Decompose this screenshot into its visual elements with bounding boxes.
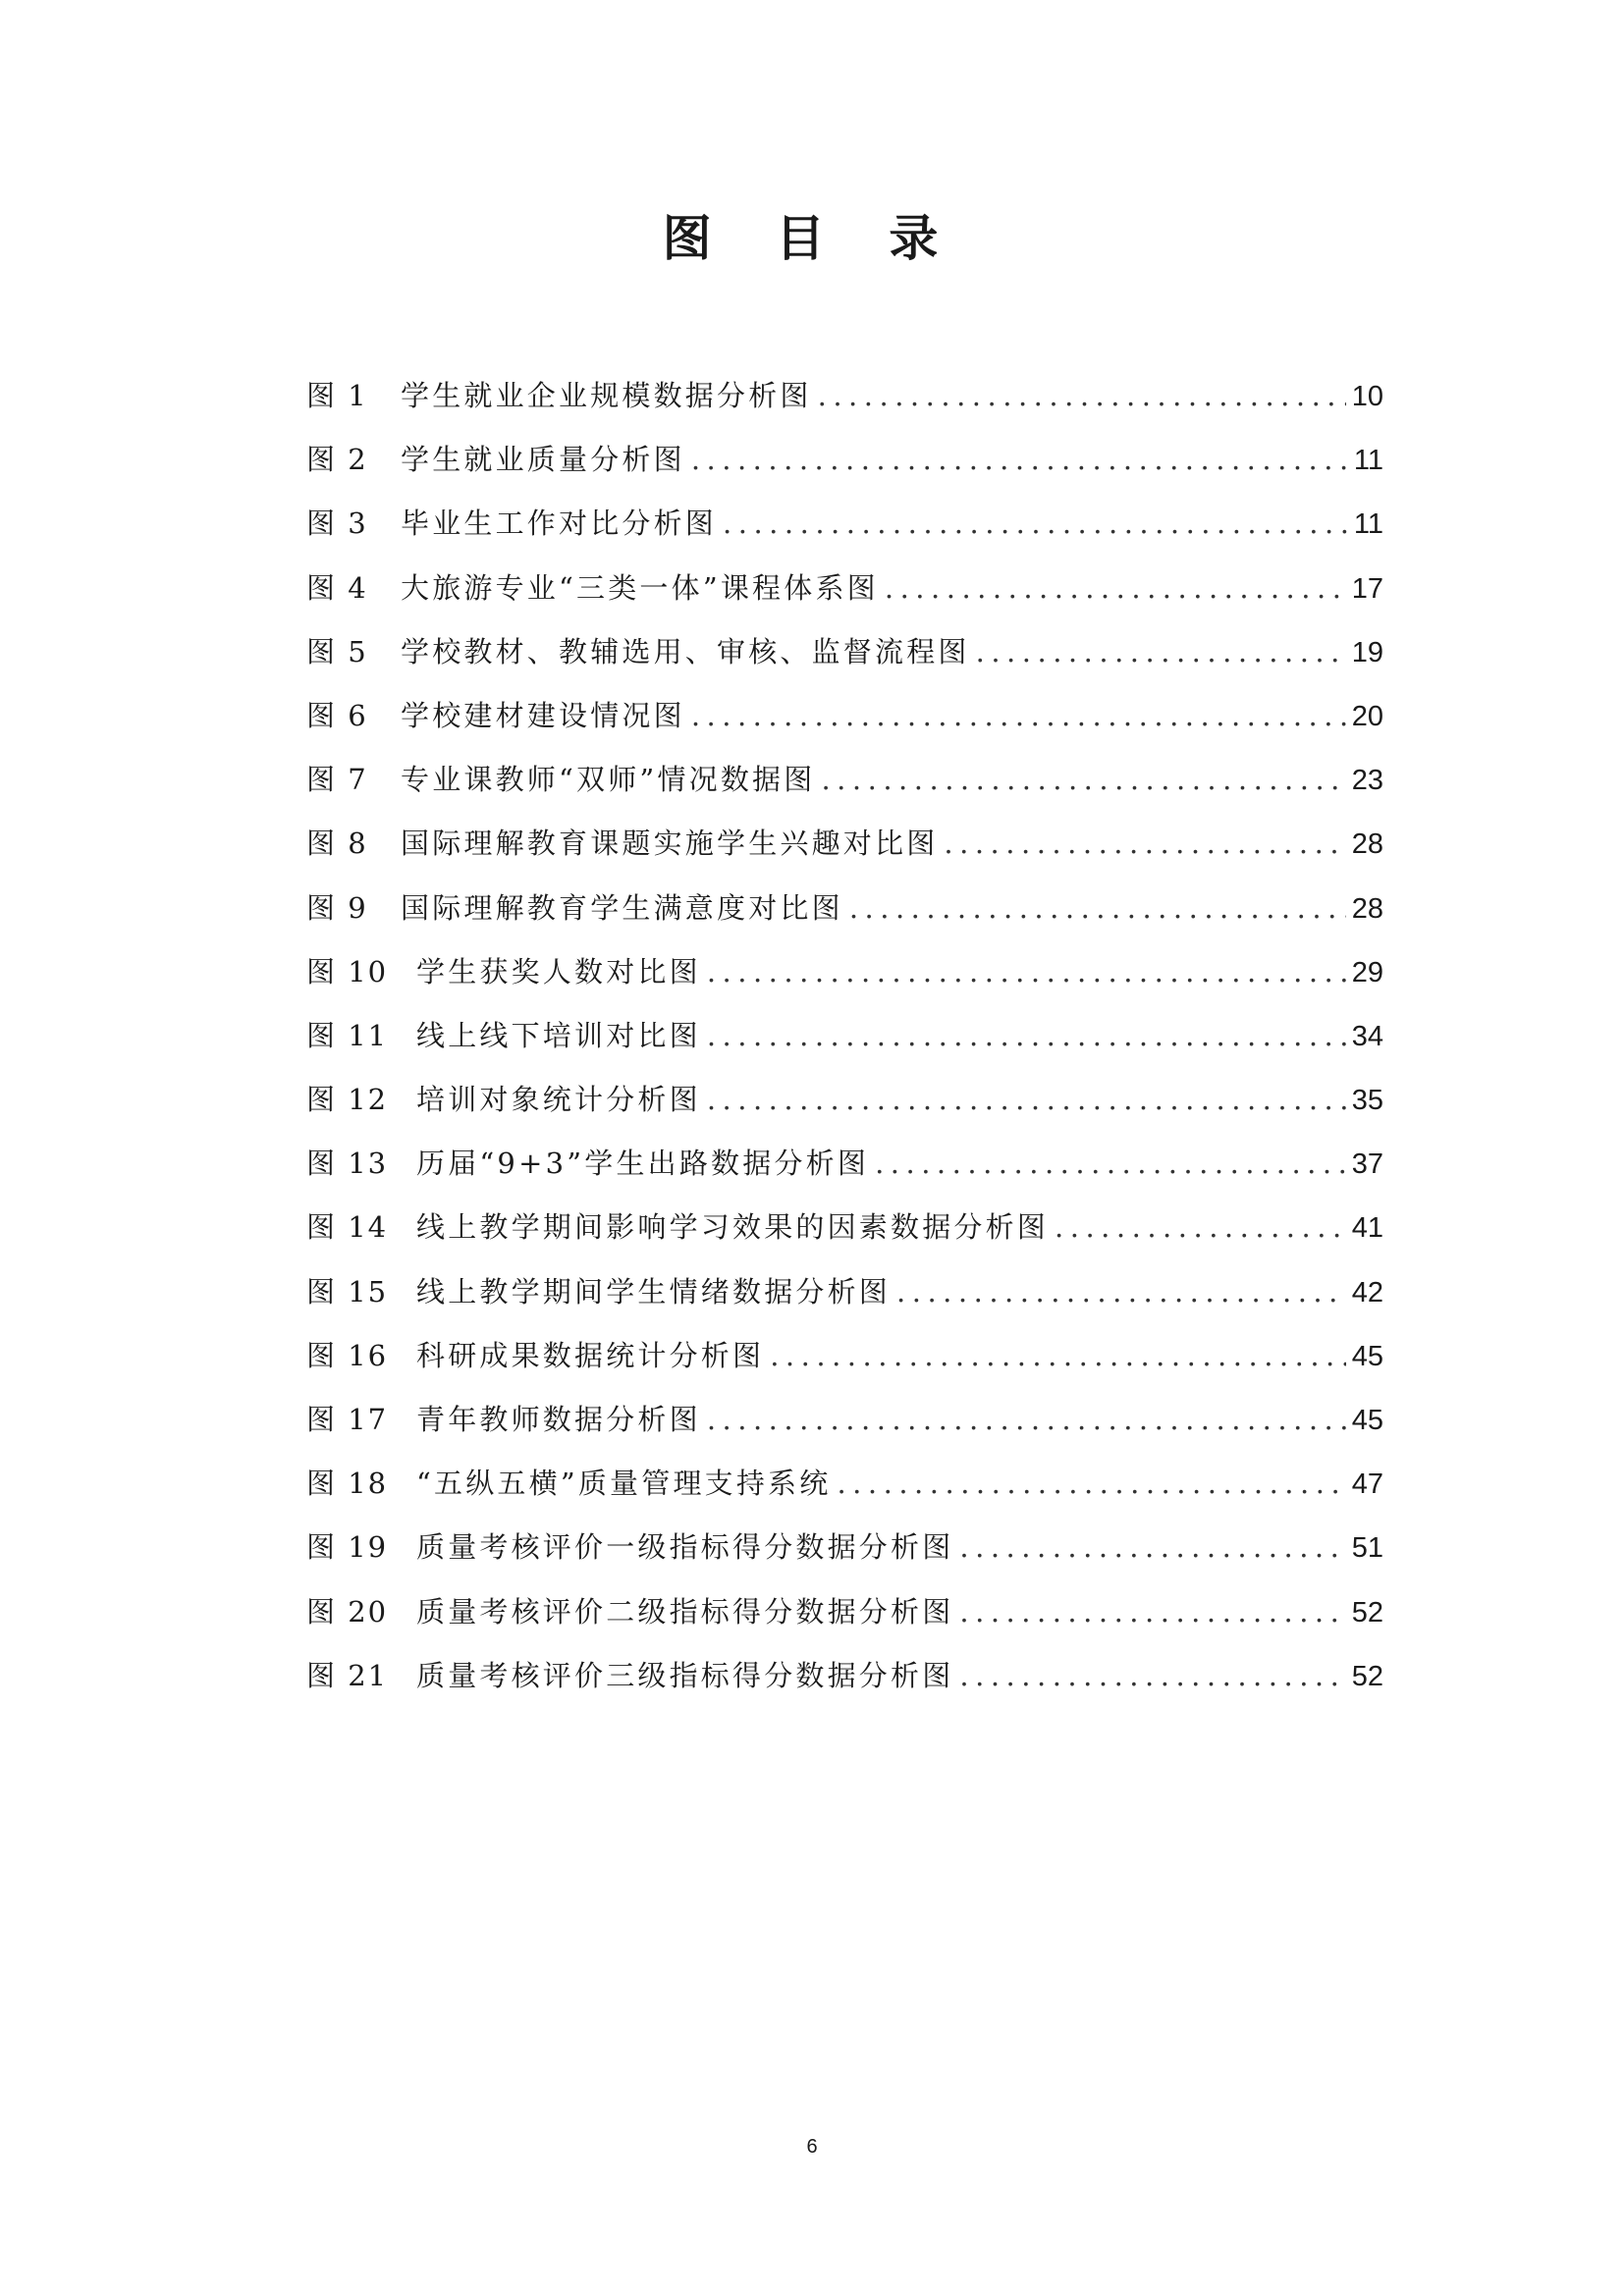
page-number: 23 [1351,765,1383,797]
dot-leader [1055,1202,1346,1252]
dot-leader [821,755,1345,804]
dot-leader [770,1331,1346,1380]
page-number: 35 [1351,1085,1383,1117]
page-number: 45 [1351,1405,1383,1436]
toc-entry[interactable] [306,1587,1383,1651]
page-number: 45 [1351,1340,1383,1372]
toc-entry[interactable] [306,1522,1383,1586]
page-number: 29 [1351,956,1383,988]
dot-leader [875,1139,1346,1188]
page-number: 47 [1351,1468,1383,1501]
page-number: 11 [1353,445,1383,477]
figure-label: 图 5 [306,634,368,668]
figure-label: 图 11 [306,1018,389,1052]
page-number: 10 [1351,381,1383,412]
dot-leader [976,627,1346,676]
figure-title: 国际理解教育课题实施学生兴趣对比图 [401,827,939,861]
figure-label: 图 15 [306,1274,389,1308]
figure-label: 图 18 [306,1467,389,1501]
page-number: 51 [1351,1532,1383,1565]
dot-leader [707,1075,1346,1124]
figure-label: 图 1 [306,379,368,412]
dot-leader [959,1522,1345,1572]
figure-list [306,371,1383,1715]
figure-title: 学生就业质量分析图 [401,443,685,477]
dot-leader [723,499,1348,548]
figure-label: 图 6 [306,698,368,732]
toc-entry[interactable] [306,499,1383,562]
figure-label: 图 19 [306,1530,389,1565]
toc-entry[interactable] [306,1075,1383,1139]
page-number: 42 [1351,1276,1383,1308]
figure-label: 图 10 [306,954,389,988]
figure-title: 质量考核评价三级指标得分数据分析图 [416,1658,954,1692]
page-number: 28 [1351,892,1383,925]
figure-title: 学校建材建设情况图 [401,698,685,732]
figure-title: 质量考核评价一级指标得分数据分析图 [416,1530,954,1565]
toc-entry[interactable] [306,883,1383,947]
toc-entry[interactable] [306,1459,1383,1522]
page-title: 图 目 录 [662,210,962,267]
page-number: 41 [1351,1212,1383,1245]
toc-entry[interactable] [306,1011,1383,1075]
page-number: 17 [1351,572,1383,605]
figure-label: 图 4 [306,570,368,605]
dot-leader [837,1459,1345,1508]
figure-label: 图 2 [306,443,368,477]
figure-title: 线上教学期间影响学习效果的因素数据分析图 [416,1210,1050,1245]
page-number: 19 [1351,636,1383,668]
figure-label: 图 17 [306,1403,389,1436]
figure-label: 图 12 [306,1083,389,1117]
dot-leader [849,883,1346,933]
toc-entry[interactable] [306,755,1383,819]
figure-label: 图 20 [306,1594,389,1629]
figure-title: 线上线下培训对比图 [416,1018,701,1052]
figure-title: 学校教材、教辅选用、审核、监督流程图 [401,634,970,668]
dot-leader [885,563,1346,613]
dot-leader [818,371,1346,420]
figure-title: 线上教学期间学生情绪数据分析图 [416,1274,892,1308]
page-number: 37 [1351,1148,1383,1181]
figure-title: 历届“9+3”学生出路数据分析图 [416,1147,870,1181]
page-number: 11 [1353,508,1383,541]
page-number: 34 [1351,1020,1383,1052]
dot-leader [707,1395,1346,1444]
dot-leader [959,1651,1345,1700]
figure-title: 科研成果数据统计分析图 [416,1338,765,1372]
figure-label: 图 21 [306,1658,389,1692]
figure-label: 图 16 [306,1338,389,1372]
figure-title: 学生获奖人数对比图 [416,954,701,988]
toc-entry[interactable] [306,1331,1383,1395]
figure-title: 大旅游专业“三类一体”课程体系图 [401,570,879,605]
page-number: 28 [1351,828,1383,861]
dot-leader [707,947,1346,996]
page-number: 52 [1351,1660,1383,1692]
figure-label: 图 13 [306,1147,389,1181]
toc-entry[interactable] [306,435,1383,499]
toc-entry[interactable] [306,563,1383,627]
dot-leader [944,819,1345,868]
figure-title: 专业课教师“双师”情况数据图 [401,763,816,797]
toc-entry[interactable] [306,627,1383,691]
dot-leader [959,1587,1345,1636]
figure-title: 学生就业企业规模数据分析图 [401,379,812,412]
figure-label: 图 7 [306,763,368,797]
figure-title: 国际理解教育学生满意度对比图 [401,890,843,925]
figure-title: 培训对象统计分析图 [416,1083,701,1117]
page-number: 52 [1351,1596,1383,1629]
toc-entry[interactable] [306,1395,1383,1459]
page-number: 20 [1351,700,1383,732]
toc-entry[interactable] [306,1202,1383,1266]
dot-leader [691,691,1346,740]
figure-label: 图 3 [306,507,368,541]
figure-title: 青年教师数据分析图 [416,1403,701,1436]
dot-leader [707,1011,1346,1060]
figure-label: 图 8 [306,827,368,861]
toc-entry[interactable] [306,371,1383,435]
figure-label: 图 14 [306,1210,389,1245]
figure-label: 图 9 [306,890,368,925]
toc-entry[interactable] [306,1651,1383,1715]
figure-title: “五纵五横”质量管理支持系统 [416,1467,832,1501]
toc-entry[interactable] [306,819,1383,882]
toc-entry[interactable] [306,1267,1383,1331]
figure-title: 毕业生工作对比分析图 [401,507,718,541]
footer-page-number: 6 [806,2136,818,2158]
toc-entry[interactable] [306,691,1383,755]
dot-leader [691,435,1348,484]
toc-entry[interactable] [306,947,1383,1011]
dot-leader [896,1267,1346,1316]
figure-title: 质量考核评价二级指标得分数据分析图 [416,1594,954,1629]
toc-entry[interactable] [306,1139,1383,1202]
